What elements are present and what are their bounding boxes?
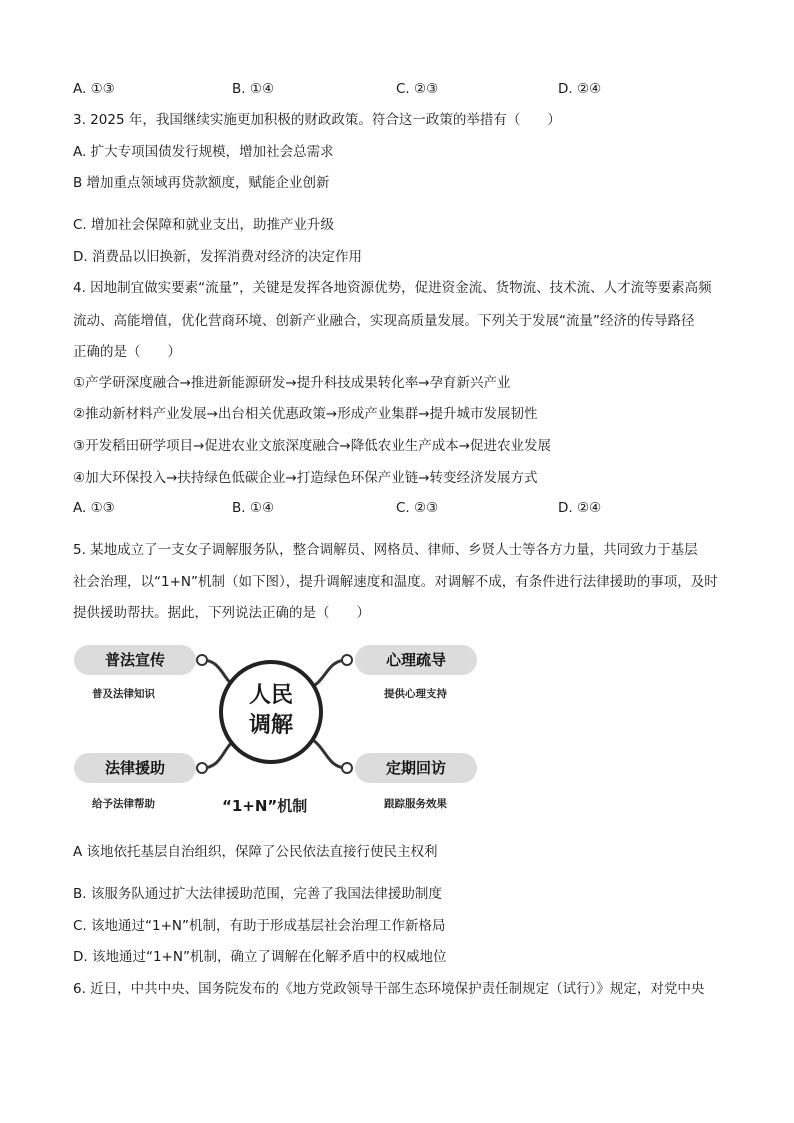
q5-option-b: B. 该服务队通过扩大法律援助范围，完善了我国法律援助制度 — [73, 886, 442, 902]
q3-option-a: A. 扩大专项国债发行规模，增加社会总需求 — [73, 144, 334, 160]
node-legal-aid-sub: 给予法律帮助 — [92, 798, 155, 810]
option-a: A. ①③ — [73, 81, 115, 97]
node-follow-up-sub: 跟踪服务效果 — [384, 798, 447, 810]
center-text-line1: 人民 — [248, 682, 293, 708]
node-legal-aid: 法律援助 — [74, 753, 196, 783]
q4-stem-line1: 4. 因地制宜做实要素“流量”，关键是发挥各地资源优势，促进资金流、货物流、技术流、人才流等要素高频 — [73, 280, 712, 296]
q5-option-d: D. 该地通过“1+N”机制，确立了调解在化解矛盾中的权威地位 — [73, 949, 447, 965]
q5-stem-line3: 提供援助帮扶。据此，下列说法正确的是（ ） — [73, 605, 370, 621]
q4-statement-1: ①产学研深度融合→推进新能源研发→提升科技成果转化率→孕育新兴产业 — [73, 375, 511, 391]
q5-option-a: A 该地依托基层自治组织，保障了公民依法直接行使民主权利 — [73, 844, 438, 860]
q5-stem-line2: 社会治理，以“1+N”机制（如下图），提升调解速度和温度。对调解不成，有条件进行法律援助的事项，及时 — [73, 574, 718, 590]
q5-option-c: C. 该地通过“1+N”机制，有助于形成基层社会治理工作新格局 — [73, 918, 446, 934]
q4-option-a: A. ①③ — [73, 500, 115, 516]
node-law-publicity: 普法宣传 — [74, 645, 196, 675]
node-follow-up: 定期回访 — [355, 753, 477, 783]
q4-option-c: C. ②③ — [396, 500, 439, 516]
node-law-publicity-sub: 普及法律知识 — [92, 688, 155, 700]
q4-statement-4: ④加大环保投入→扶持绿色低碳企业→打造绿色环保产业链→转变经济发展方式 — [73, 470, 538, 486]
q5-stem-line1: 5. 某地成立了一支女子调解服务队，整合调解员、网格员、律师、乡贤人士等各方力量，共同致力于基层 — [73, 542, 698, 558]
q4-stem-line2: 流动、高能增值，优化营商环境、创新产业融合，实现高质量发展。下列关于发展“流量”经济的传导路径 — [73, 313, 695, 329]
option-d: D. ②④ — [558, 81, 602, 97]
q4-statement-3: ③开发稻田研学项目→促进农业文旅深度融合→降低农业生产成本→促进农业发展 — [73, 438, 552, 454]
center-circle — [219, 660, 323, 764]
q4-option-b: B. ①④ — [232, 500, 275, 516]
mechanism-diagram — [72, 640, 482, 820]
center-text-line2: 调解 — [248, 712, 293, 738]
q4-option-d: D. ②④ — [558, 500, 602, 516]
q4-statement-2: ②推动新材料产业发展→出台相关优惠政策→形成产业集群→提升城市发展韧性 — [73, 406, 538, 422]
q3-option-b: B 增加重点领域再贷款额度，赋能企业创新 — [73, 175, 330, 191]
option-c: C. ②③ — [396, 81, 439, 97]
q3-option-c: C. 增加社会保障和就业支出，助推产业升级 — [73, 217, 335, 233]
q3-option-d: D. 消费品以旧换新，发挥消费对经济的决定作用 — [73, 249, 362, 265]
q3-stem: 3. 2025 年，我国继续实施更加积极的财政政策。符合这一政策的举措有（ ） — [73, 112, 561, 128]
option-b: B. ①④ — [232, 81, 275, 97]
diagram-caption: “1+N”机制 — [222, 797, 308, 815]
q4-stem-line3: 正确的是（ ） — [73, 344, 181, 360]
q6-stem-line1: 6. 近日，中共中央、国务院发布的《地方党政领导干部生态环境保护责任制规定（试行）》规定，对党中央 — [73, 981, 705, 997]
node-psych-counsel-sub: 提供心理支持 — [384, 688, 447, 700]
node-psych-counsel: 心理疏导 — [355, 645, 477, 675]
